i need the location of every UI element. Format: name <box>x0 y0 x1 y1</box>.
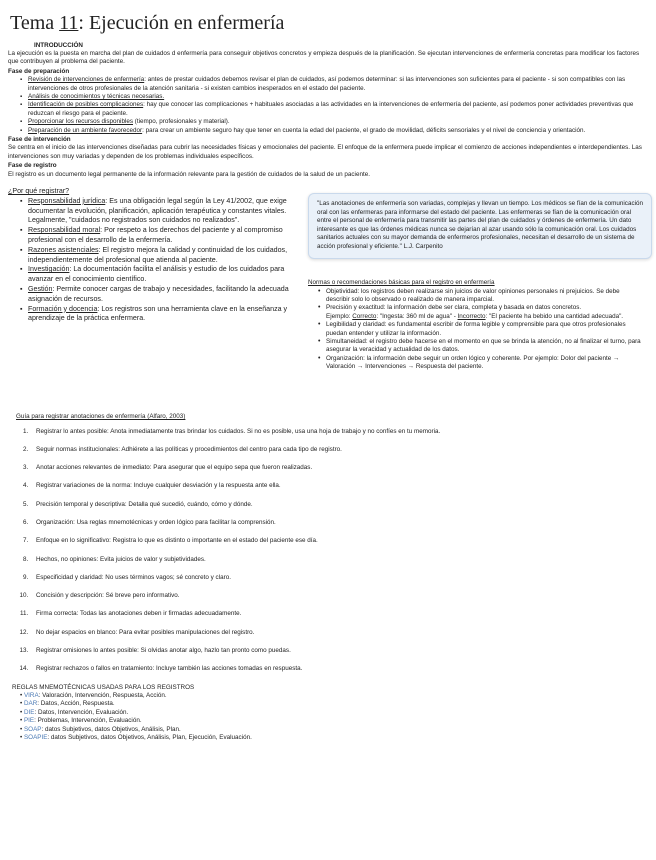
item-term: Identificación de posibles complicaciones <box>28 101 144 109</box>
item-text: : Es una obligación legal según la Ley 41/2002, que exige documentar la evolución, planificación, aplicación terapéutica y constantes vitales. Legalmente, "cuidados no registrados son cuidados no realizados". <box>28 196 287 225</box>
item-text: : Por respeto a los derechos del paciente y al compromiso profesional con el desarrollo de la enfermería. <box>28 226 283 245</box>
list-item <box>28 76 648 93</box>
rule-key: VIRA <box>23 692 39 700</box>
why-record-column <box>8 187 298 324</box>
list-item: 2. Seguir normas institucionales: Adhiérete a las políticas y procedimientos del centro para cada tipo de registro. <box>30 446 648 454</box>
list-item: 1. Registrar lo antes posible: Anota inmediatamente tras brindar los cuidados. Si no es posible, usa una hoja de trabajo y no confíes en tu memoria. <box>30 428 648 436</box>
rule-key: PIE <box>23 717 35 725</box>
list-item: • DIE: Datos, Intervención, Evaluación. <box>20 708 129 716</box>
rule-key: DAR <box>23 700 38 708</box>
example-incorrect-text: : "El paciente ha bebido una cantidad adecuada". <box>485 312 624 320</box>
rule-text: : Problemas, Intervención, Evaluación. <box>34 717 142 725</box>
item-term: Formación y docencia <box>28 304 98 313</box>
list-item: 5. Precisión temporal y descriptiva: Detalla qué sucedió, cuándo, cómo y dónde. <box>30 501 648 509</box>
guide-list <box>8 428 648 674</box>
item-text: : La documentación facilita el análisis y estudio de los cuidados para avanzar en el conocimiento científico. <box>28 265 285 284</box>
item-text: Precisión y exactitud: la información debe ser clara, completa y basada en datos concretos. <box>326 304 582 312</box>
norms-heading: Normas o recomendaciones básicas para el registro en enfermería <box>308 279 495 287</box>
item-term: Responsabilidad jurídica <box>28 196 106 205</box>
rules-list <box>8 692 648 742</box>
two-column-section <box>8 187 648 387</box>
title-prefix: Tema <box>10 12 60 34</box>
list-item <box>28 101 648 118</box>
list-item <box>28 197 298 226</box>
list-item <box>28 246 298 266</box>
rule-text: : datos Subjetivos, datos Objetivos, Análisis, Plan. <box>41 725 181 733</box>
rule-key: DIE <box>23 708 35 716</box>
item-text: : Los registros son una herramienta clave en la enseñanza y aprendizaje de la práctica enfermera. <box>28 304 288 323</box>
list-item: 9. Especificidad y claridad: No uses términos vagos; sé concreto y claro. <box>30 574 648 582</box>
item-text: : Permite conocer cargas de trabajo y necesidades, facilitando la adecuada asignación de recursos. <box>28 285 289 303</box>
list-item <box>28 93 648 101</box>
list-item <box>28 127 648 135</box>
list-item: • Simultaneidad: el registro debe hacerse en el momento en que se brinda la atención, no al finalizar el turno, para asegurar la veracidad y actualidad de los datos. <box>326 338 642 355</box>
page-title <box>10 12 648 34</box>
list-item: • Legibilidad y claridad: es fundamental escribir de forma legible y comprensible para que otros profesionales puedan entender y utilizar la información. <box>326 321 642 338</box>
list-item: • Objetividad: los registros deben realizarse sin juicios de valor opiniones personales ni prejuicios. Se debe describir solo lo observado o realizado de manera imparcial. <box>326 288 642 305</box>
intro-heading: INTRODUCCIÓN <box>34 42 83 49</box>
item-text: : hay que conocer las complicaciones + habituales asociadas a las actividades en la intervenciones de enfermería del paciente, así podemos poner actividades preventivas que reduzcan el riesgo para el paciente. <box>28 101 634 117</box>
rule-text: : Datos, Intervención, Evaluación. <box>34 708 129 716</box>
list-item <box>326 304 642 321</box>
list-item: 10. Concisión y descripción: Sé breve pero informativo. <box>30 592 648 600</box>
rule-key: SOAP <box>23 725 42 733</box>
list-item <box>28 118 648 126</box>
quote-box: "Las anotaciones de enfermería son variadas, complejas y llevan un tiempo. Los médicos se fían de la comunicación oral con las enfermeras para informarse del estado del paciente. Las enfermeras se fían de la comunicación oral entre el personal de enfermería para transmitir las partes del plan de cuidados y órdenes de enfermería. Un dato interesante es que las órdenes médicas nunca se dejarían al azar usando sólo la comunicación oral. Los cuidados sanitarios actuales con su mayor demanda de enfermeros profesionales, necesitan el desarrollo de un sistema de acción profesional y eficiente." L.J. Carpenito <box>308 193 652 259</box>
list-item: 4. Registrar variaciones de la norma: Incluye cualquier desviación y la respuesta ante ella. <box>30 482 648 490</box>
intro-text: La ejecución es la puesta en marcha del plan de cuidados d enfermería para conseguir objetivos concretos y empieza después de la planificación. Se ejecutan intervenciones de enfermería concretas para modificar los factores que contribuyen al problema del paciente. <box>8 50 640 66</box>
item-text: : El registro mejora la calidad y continuidad de los cuidados, independientemente del profesional que atienda al paciente. <box>28 245 288 264</box>
example-lead: Ejemplo: <box>326 312 353 320</box>
rule-text: : datos Subjetivos, datos Objetivos, Análisis, Plan, Ejecución, Evaluación. <box>47 734 252 742</box>
record-heading: Fase de registro <box>8 162 57 170</box>
item-text: : antes de prestar cuidados debemos revisar el plan de cuidados, así podemos determinar: si las intervenciones son suficientes para el paciente - si son compatibles con las intervenciones de otros profesionales de la atención sanitaria - si existen cambios inesperados en el estado del paciente. <box>28 76 626 92</box>
item-term: Razones asistenciales <box>28 245 99 254</box>
rule-key: SOAPIE <box>23 734 48 742</box>
list-item: • DAR: Datos, Acción, Respuesta. <box>20 700 115 708</box>
list-item: 8. Hechos, no opiniones: Evita juicios de valor y subjetividades. <box>30 556 648 564</box>
example-correct: Correcto <box>352 312 377 320</box>
why-heading: ¿Por qué registrar? <box>8 187 70 196</box>
list-item: 11. Firma correcta: Todas las anotaciones deben ir firmadas adecuadamente. <box>30 610 648 618</box>
list-item: • SOAP: datos Subjetivos, datos Objetivos, Análisis, Plan. <box>20 725 181 733</box>
list-item <box>28 285 298 305</box>
list-item: • PIE: Problemas, Intervención, Evaluación. <box>20 717 142 725</box>
item-term: Responsabilidad moral <box>28 226 101 235</box>
list-item <box>28 226 298 246</box>
title-number: 11 <box>59 12 79 34</box>
example-correct-text: : "Ingesta: 360 ml de agua" - <box>376 312 458 320</box>
list-item: • SOAPIE: datos Subjetivos, datos Objetivos, Análisis, Plan, Ejecución, Evaluación. <box>20 734 252 742</box>
item-term: Revisión de intervenciones de enfermería <box>28 76 145 84</box>
rule-text: : Datos, Acción, Respuesta. <box>37 700 115 708</box>
prep-list <box>8 76 648 135</box>
norms-column <box>308 279 642 371</box>
list-item: 12. No dejar espacios en blanco: Para evitar posibles manipulaciones del registro. <box>30 629 648 637</box>
list-item: 3. Anotar acciones relevantes de inmediato: Para asegurar que el equipo sepa que fueron realizadas. <box>30 464 648 472</box>
list-item: 14. Registrar rechazos o fallos en tratamiento: Incluye también las acciones tomadas en respuesta. <box>30 665 648 673</box>
title-rest: : Ejecución en enfermería <box>78 12 285 34</box>
norms-list <box>308 288 642 372</box>
rule-text: : Valoración, Intervención, Respuesta, Acción. <box>38 692 167 700</box>
item-text: (tiempo, profesionales y material). <box>133 118 230 126</box>
item-term: Análisis de conocimientos y técnicas necesarias. <box>28 93 165 101</box>
item-text: : para crear un ambiente seguro hay que tener en cuenta la edad del paciente, el grado de movilidad, déficits sensoriales y el nivel de conciencia y orientación. <box>142 126 586 134</box>
list-item: • VIRA: Valoración, Intervención, Respuesta, Acción. <box>20 692 167 700</box>
item-term: Gestión <box>28 285 53 294</box>
item-term: Preparación de un ambiente favorecedor <box>28 126 143 134</box>
prep-heading: Fase de preparación <box>8 67 70 75</box>
list-item <box>28 265 298 285</box>
why-list <box>8 197 298 324</box>
record-text: El registro es un documento legal permanente de la información relevante para la gestión de cuidados de la salud de un paciente. <box>8 170 370 178</box>
list-item: 13. Registrar omisiones lo antes posible: Si olvidas anotar algo, hazlo tan pronto como puedas. <box>30 647 648 655</box>
list-item: • Organización: la información debe seguir un orden lógico y coherente. Por ejemplo: Dolor del paciente → Valoración → Intervenciones → Respuesta del paciente. <box>326 355 642 372</box>
example-incorrect: Incorrecto <box>457 312 486 320</box>
list-item <box>28 305 298 325</box>
document-page <box>0 12 656 860</box>
intervention-text: Se centra en el inicio de las intervenciones diseñadas para cubrir las necesidades físicas y emocionales del paciente. El enfoque de la enfermera puede implicar el comienzo de acciones independientes e interdependientes. Las intervenciones son muy variadas y dependen de los problemas individuales específicos. <box>8 144 642 160</box>
list-item: 6. Organización: Usa reglas mnemotécnicas y orden lógico para facilitar la comprensión. <box>30 519 648 527</box>
item-term: Proporcionar los recursos disponibles <box>28 118 133 126</box>
intervention-heading: Fase de intervención <box>8 136 71 144</box>
list-item: 7. Enfoque en lo significativo: Registra lo que es distinto o importante en el estado del paciente ese día. <box>30 537 648 545</box>
item-term: Investigación <box>28 265 70 274</box>
guide-heading: Guía para registrar anotaciones de enfermería (Alfaro, 2003) <box>16 413 186 421</box>
rules-heading: REGLAS MNEMOTÉCNICAS USADAS PARA LOS REGISTROS <box>12 683 195 691</box>
